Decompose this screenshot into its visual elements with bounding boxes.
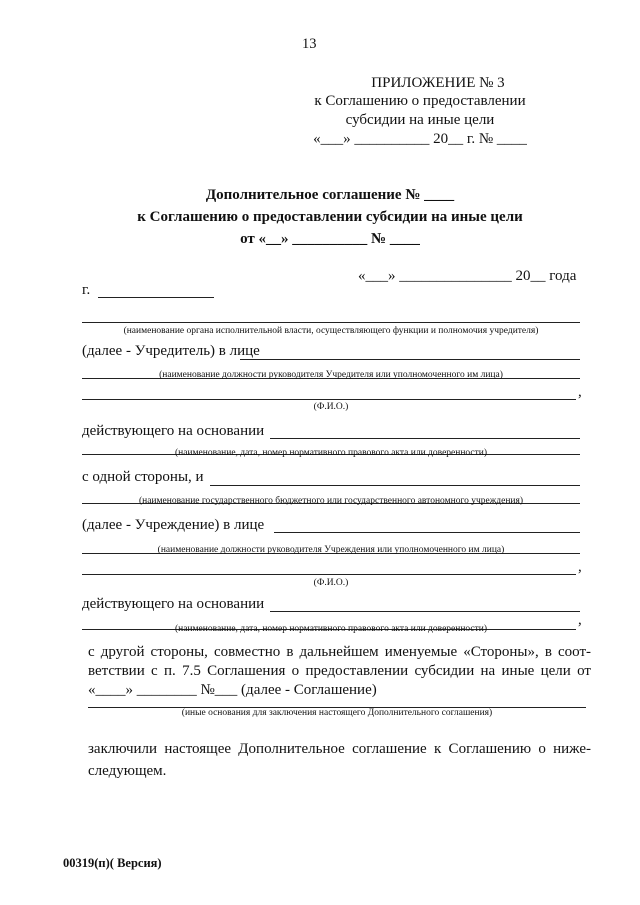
caption-fio-1: (Ф.И.О.) [313,402,349,412]
appendix-line2: субсидии на иные цели [345,112,495,128]
heading-line2: к Соглашению о предоставлении субсидии на иные цели [137,209,523,225]
basis-line-1a [270,438,580,439]
footer-code: 00319(п)( Версия) [63,856,162,870]
conclusion-paragraph [88,738,591,782]
comma-2: , [578,559,582,575]
caption-other-grounds: (иные основания для заключения настоящего Дополнительного соглашения) [181,708,493,718]
one-side-line [210,485,580,486]
caption-founder-position: (наименование должности руководителя Учредителя или уполномоченного им лица) [159,370,503,380]
comma-1: , [578,384,582,400]
caption-basis-doc-2: (наименование, дата, номер нормативного правового акта или доверенности) [174,624,488,634]
other-side-paragraph [88,643,591,700]
appendix-title: ПРИЛОЖЕНИЕ № 3 [371,75,505,91]
institution-name-line [274,532,580,533]
comma-3: , [578,612,582,628]
caption-institution: (наименование государственного бюджетного или государственного автономного учреждения) [138,496,524,506]
caption-founder-body: (наименование органа исполнительной власти, осуществляющего функции и полномочия учредителя) [123,326,539,336]
caption-basis-doc-1: (наименование, дата, номер нормативного правового акта или доверенности) [174,448,488,458]
caption-institution-position: (наименование должности руководителя Учреждения или уполномоченного им лица) [157,545,505,555]
heading-line3: от «__» __________ № ____ [240,231,420,247]
basis-line-2a [270,611,580,612]
heading-line1: Дополнительное соглашение № ____ [205,187,455,203]
conclusion-line2: следующем. [88,763,167,779]
page-number: 13 [302,36,317,52]
institution-label: (далее - Учреждение) в лице [82,517,265,533]
caption-fio-2: (Ф.И.О.) [313,578,349,588]
one-side-label: с одной стороны, и [82,469,204,485]
appendix-line3: «___» __________ 20__ г. № ____ [313,131,527,147]
founder-name-line [240,359,580,360]
other-side-line2: ветствии с п. 7.5 Соглашения о предоставлении субсидии на иные цели от [88,663,591,679]
city-line [98,297,214,298]
conclusion-line1: заключили настоящее Дополнительное соглашение к Соглашению о ниже- [88,741,591,757]
agreement-date: «___» _______________ 20__ года [358,268,577,284]
other-side-line3: «____» ________ №___ (далее - Соглашение) [88,682,377,698]
institution-fio-line [82,574,576,575]
other-side-line1: с другой стороны, совместно в дальнейшем именуемые «Стороны», в соот- [88,644,591,660]
acting-label-1: действующего на основании [82,423,265,439]
acting-label-2: действующего на основании [82,596,265,612]
appendix-line1: к Соглашению о предоставлении [314,93,526,109]
document-heading [120,184,540,250]
founder-label: (далее - Учредитель) в лице [82,343,260,359]
appendix-block [300,74,540,149]
founder-body-line [82,322,580,323]
city-prefix: г. [82,282,91,298]
founder-fio-line [82,399,576,400]
